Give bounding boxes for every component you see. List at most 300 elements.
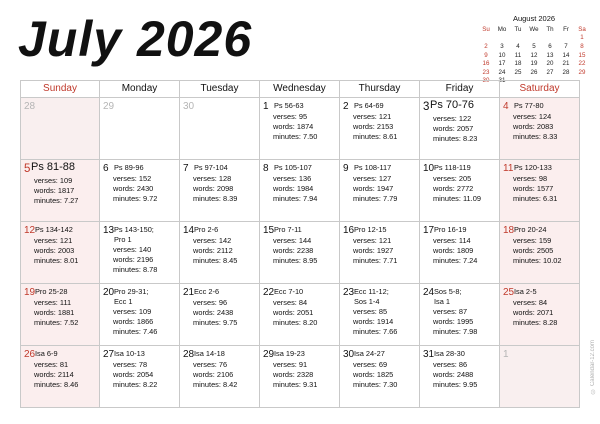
mini-day bbox=[494, 34, 510, 43]
stat-verses-value: 98 bbox=[538, 174, 548, 183]
day-cell[interactable] bbox=[340, 284, 420, 345]
day-number: 17 bbox=[423, 225, 435, 236]
stat-words-label: words: bbox=[113, 370, 135, 379]
stat-verses bbox=[34, 360, 78, 370]
stat-words-value: 2114 bbox=[57, 370, 74, 379]
day-cell[interactable] bbox=[100, 98, 180, 159]
stat-words-value: 2153 bbox=[376, 122, 394, 131]
weekday-header-thursday: Thursday bbox=[340, 81, 420, 97]
stat-minutes-label: minutes: bbox=[513, 194, 541, 203]
stat-verses bbox=[353, 307, 397, 317]
stat-minutes-label: minutes: bbox=[193, 194, 221, 203]
reading-label: Pro 25-28 bbox=[35, 287, 68, 296]
stat-words-value: 2112 bbox=[216, 246, 233, 255]
stat-verses-label: verses: bbox=[193, 298, 217, 307]
stat-words bbox=[513, 122, 557, 132]
stat-words-value: 2071 bbox=[536, 308, 554, 317]
day-number: 29 bbox=[103, 101, 115, 112]
stat-verses bbox=[34, 176, 78, 186]
day-cell[interactable] bbox=[420, 346, 500, 407]
reading-label: Ps 105-107 bbox=[274, 163, 312, 172]
stat-minutes bbox=[113, 265, 157, 275]
mini-day bbox=[526, 34, 542, 43]
stat-verses-label: verses: bbox=[433, 114, 457, 123]
stat-verses bbox=[193, 174, 237, 184]
stat-minutes-value: 9.72 bbox=[143, 194, 158, 203]
stat-verses-value: 114 bbox=[458, 236, 471, 245]
stat-verses-value: 78 bbox=[138, 360, 148, 369]
mini-day: 22 bbox=[578, 60, 586, 68]
stat-minutes-label: minutes: bbox=[513, 132, 541, 141]
stat-verses-value: 87 bbox=[458, 307, 468, 316]
stat-words-label: words: bbox=[193, 246, 215, 255]
day-cell[interactable] bbox=[180, 284, 260, 345]
week-row bbox=[20, 97, 580, 159]
mini-day: 14 bbox=[562, 51, 570, 59]
stat-verses bbox=[273, 236, 317, 246]
day-number: 14 bbox=[183, 225, 195, 236]
reading-label: Ecc 11-12; bbox=[354, 287, 389, 296]
day-number: 16 bbox=[343, 225, 355, 236]
day-cell[interactable] bbox=[500, 346, 580, 407]
stat-minutes-label: minutes: bbox=[273, 256, 301, 265]
mini-day: 19 bbox=[530, 60, 538, 68]
stat-minutes bbox=[34, 256, 78, 266]
day-number: 25 bbox=[503, 287, 515, 298]
stat-minutes bbox=[353, 132, 397, 142]
mini-weekday-header: Su bbox=[482, 25, 490, 33]
stat-minutes-value: 8.42 bbox=[223, 380, 238, 389]
day-cell[interactable] bbox=[180, 160, 260, 221]
stat-minutes bbox=[433, 256, 477, 266]
stat-verses bbox=[193, 298, 237, 308]
mini-day: 17 bbox=[498, 60, 506, 68]
reading-label: Ps 118-119 bbox=[434, 163, 471, 172]
reading-label: Ps 143-150; bbox=[114, 225, 154, 234]
stat-words bbox=[353, 184, 397, 194]
stat-minutes-value: 7.46 bbox=[143, 327, 158, 336]
day-cell[interactable] bbox=[100, 284, 180, 345]
stat-words-label: words: bbox=[273, 370, 295, 379]
stat-verses-label: verses: bbox=[113, 307, 137, 316]
stat-words-label: words: bbox=[353, 370, 375, 379]
mini-day: 28 bbox=[562, 68, 570, 76]
stat-minutes-label: minutes: bbox=[193, 380, 221, 389]
stat-verses-label: verses: bbox=[433, 174, 457, 183]
stat-minutes-value: 11.09 bbox=[463, 194, 481, 203]
day-cell[interactable] bbox=[100, 222, 180, 283]
reading-label: Isa 28-30 bbox=[434, 349, 465, 358]
stat-verses-label: verses: bbox=[353, 174, 377, 183]
day-number: 12 bbox=[24, 225, 36, 236]
stat-minutes bbox=[273, 256, 317, 266]
stat-minutes-value: 8.28 bbox=[543, 318, 558, 327]
mini-day: 11 bbox=[514, 51, 522, 59]
day-number: 1 bbox=[263, 101, 269, 112]
page-title: July 2026 bbox=[18, 11, 253, 67]
stat-minutes bbox=[34, 196, 78, 206]
stat-minutes bbox=[34, 318, 78, 328]
day-cell[interactable] bbox=[500, 284, 580, 345]
weekday-header-saturday: Saturday bbox=[500, 81, 580, 97]
stat-words-label: words: bbox=[513, 308, 535, 317]
stat-words-value: 1881 bbox=[57, 308, 75, 317]
mini-day: 12 bbox=[530, 51, 538, 59]
reading-label: Ps 56-63 bbox=[274, 101, 304, 110]
day-cell[interactable] bbox=[100, 346, 180, 407]
mini-weekday-header: Th bbox=[546, 25, 554, 33]
stat-words bbox=[433, 124, 477, 134]
stat-words-value: 2051 bbox=[296, 308, 314, 317]
stat-words bbox=[193, 308, 237, 318]
stat-minutes-label: minutes: bbox=[34, 380, 62, 389]
week-row bbox=[20, 345, 580, 408]
stat-words-label: words: bbox=[34, 186, 56, 195]
day-cell[interactable] bbox=[260, 346, 340, 407]
reading-label: Pro 16-19 bbox=[434, 225, 467, 234]
stat-minutes-value: 6.31 bbox=[543, 194, 558, 203]
stat-minutes-value: 7.71 bbox=[383, 256, 398, 265]
stat-minutes-value: 8.20 bbox=[303, 318, 318, 327]
mini-day: 20 bbox=[546, 60, 554, 68]
stat-words-value: 2106 bbox=[216, 370, 234, 379]
stat-verses-label: verses: bbox=[433, 236, 457, 245]
day-cell[interactable] bbox=[260, 160, 340, 221]
stat-verses-value: 109 bbox=[138, 307, 152, 316]
mini-weekday-header: Fr bbox=[563, 25, 569, 33]
reading-label: Isa 6-9 bbox=[35, 349, 58, 358]
reading-label: Ps 77-80 bbox=[514, 101, 544, 110]
stat-verses-label: verses: bbox=[513, 174, 537, 183]
day-number: 9 bbox=[343, 163, 349, 174]
stat-words-label: words: bbox=[273, 246, 295, 255]
stat-words-label: words: bbox=[113, 317, 135, 326]
stat-minutes-value: 8.46 bbox=[64, 380, 79, 389]
stat-minutes-label: minutes: bbox=[273, 380, 301, 389]
stat-verses-value: 127 bbox=[378, 174, 392, 183]
day-number: 29 bbox=[263, 349, 275, 360]
stat-verses-value: 121 bbox=[378, 112, 392, 121]
day-cell[interactable] bbox=[340, 346, 420, 407]
day-number: 22 bbox=[263, 287, 275, 298]
stat-verses bbox=[273, 112, 317, 122]
stat-words bbox=[353, 370, 397, 380]
stat-minutes bbox=[513, 132, 557, 142]
reading-label-continued: Isa 1 bbox=[434, 297, 451, 306]
stat-minutes-label: minutes: bbox=[513, 256, 541, 265]
stat-words-label: words: bbox=[34, 308, 56, 317]
day-cell[interactable] bbox=[420, 160, 500, 221]
mini-day: 23 bbox=[482, 68, 490, 76]
stat-words bbox=[353, 122, 397, 132]
stat-verses bbox=[353, 360, 397, 370]
stat-verses-value: 96 bbox=[218, 298, 228, 307]
day-number: 27 bbox=[103, 349, 115, 360]
day-cell[interactable] bbox=[20, 98, 100, 159]
day-cell[interactable] bbox=[500, 222, 580, 283]
stat-minutes-value: 8.22 bbox=[143, 380, 158, 389]
stat-words bbox=[273, 122, 317, 132]
day-number: 1 bbox=[503, 349, 509, 360]
stat-minutes bbox=[193, 318, 237, 328]
stat-words-label: words: bbox=[513, 122, 535, 131]
day-number: 3 bbox=[423, 101, 430, 113]
day-number: 30 bbox=[343, 349, 355, 360]
stat-words-value: 2438 bbox=[216, 308, 234, 317]
stat-minutes-value: 8.01 bbox=[64, 256, 79, 265]
stat-minutes-value: 7.52 bbox=[64, 318, 79, 327]
day-cell[interactable] bbox=[500, 160, 580, 221]
stat-minutes-label: minutes: bbox=[433, 134, 461, 143]
reading-label: Ps 70-76 bbox=[430, 99, 475, 111]
mini-calendar-table bbox=[478, 25, 590, 85]
day-cell[interactable] bbox=[420, 284, 500, 345]
weekday-header-wednesday: Wednesday bbox=[260, 81, 340, 97]
stat-verses-label: verses: bbox=[113, 174, 137, 183]
day-cell[interactable] bbox=[20, 346, 100, 407]
stat-words-value: 2057 bbox=[456, 124, 474, 133]
stat-verses bbox=[113, 245, 157, 255]
stat-verses-value: 152 bbox=[138, 174, 152, 183]
stat-minutes-value: 7.94 bbox=[303, 194, 318, 203]
weekday-header-monday: Monday bbox=[100, 81, 180, 97]
stat-minutes-label: minutes: bbox=[34, 196, 62, 205]
stat-minutes bbox=[273, 194, 317, 204]
day-number: 5 bbox=[24, 163, 31, 175]
stat-verses bbox=[513, 174, 557, 184]
stat-verses-value: 84 bbox=[538, 298, 548, 307]
stat-verses bbox=[273, 298, 317, 308]
stat-words bbox=[273, 370, 317, 380]
stat-verses-value: 109 bbox=[59, 176, 73, 185]
stat-verses-value: 85 bbox=[378, 307, 388, 316]
day-cell[interactable] bbox=[500, 98, 580, 159]
stat-minutes-label: minutes: bbox=[113, 194, 141, 203]
day-number: 31 bbox=[423, 349, 435, 360]
day-number: 30 bbox=[183, 101, 195, 112]
stat-words-label: words: bbox=[433, 370, 455, 379]
day-number: 4 bbox=[503, 101, 509, 112]
stat-words bbox=[113, 184, 157, 194]
stat-minutes bbox=[353, 194, 397, 204]
stat-words bbox=[113, 255, 157, 265]
day-cell[interactable] bbox=[180, 346, 260, 407]
stat-verses bbox=[353, 174, 397, 184]
stat-minutes-value: 8.95 bbox=[303, 256, 318, 265]
stat-words-label: words: bbox=[513, 184, 535, 193]
stat-verses-value: 91 bbox=[298, 360, 308, 369]
day-cell[interactable] bbox=[180, 222, 260, 283]
stat-minutes bbox=[193, 380, 237, 390]
stat-minutes-value: 8.33 bbox=[543, 132, 558, 141]
stat-verses-label: verses: bbox=[34, 360, 58, 369]
stat-words-value: 2488 bbox=[456, 370, 474, 379]
stat-verses-label: verses: bbox=[513, 112, 537, 121]
stat-words-label: words: bbox=[513, 246, 535, 255]
stat-words-value: 2196 bbox=[136, 255, 154, 264]
stat-minutes bbox=[113, 327, 157, 337]
mini-day: 26 bbox=[530, 68, 538, 76]
stat-verses-label: verses: bbox=[273, 298, 297, 307]
stat-verses bbox=[113, 307, 157, 317]
stat-words-value: 1984 bbox=[296, 184, 314, 193]
stat-words-value: 2328 bbox=[296, 370, 314, 379]
stat-verses bbox=[433, 174, 481, 184]
stat-minutes bbox=[353, 380, 397, 390]
day-cell[interactable] bbox=[340, 160, 420, 221]
stat-minutes-label: minutes: bbox=[273, 318, 301, 327]
stat-minutes-label: minutes: bbox=[34, 256, 62, 265]
stat-words-value: 1825 bbox=[376, 370, 394, 379]
day-cell[interactable] bbox=[20, 160, 100, 221]
day-cell[interactable] bbox=[260, 284, 340, 345]
mini-day bbox=[558, 34, 574, 43]
day-number: 20 bbox=[103, 287, 115, 298]
stat-verses bbox=[513, 236, 562, 246]
stat-minutes bbox=[113, 194, 157, 204]
stat-verses bbox=[34, 298, 78, 308]
stat-words bbox=[113, 370, 157, 380]
mini-day: 5 bbox=[532, 42, 536, 50]
stat-minutes-label: minutes: bbox=[433, 194, 461, 203]
stat-minutes-label: minutes: bbox=[353, 327, 381, 336]
mini-day: 6 bbox=[548, 42, 552, 50]
day-cell[interactable] bbox=[180, 98, 260, 159]
mini-day: 27 bbox=[546, 68, 554, 76]
reading-label-continued: Pro 1 bbox=[114, 235, 132, 244]
stat-verses-label: verses: bbox=[353, 112, 377, 121]
stat-words bbox=[34, 246, 78, 256]
stat-minutes bbox=[273, 380, 317, 390]
stat-words-label: words: bbox=[34, 370, 56, 379]
mini-day: 25 bbox=[514, 68, 522, 76]
stat-words-value: 1817 bbox=[57, 186, 75, 195]
mini-day: 8 bbox=[580, 42, 584, 50]
stat-verses-label: verses: bbox=[34, 176, 58, 185]
stat-words-label: words: bbox=[353, 184, 375, 193]
day-cell[interactable] bbox=[260, 222, 340, 283]
reading-label: Ps 97-104 bbox=[194, 163, 228, 172]
day-cell[interactable] bbox=[20, 222, 100, 283]
reading-label: Ps 89-96 bbox=[114, 163, 144, 172]
stat-minutes-value: 9.75 bbox=[223, 318, 238, 327]
stat-words-value: 1874 bbox=[296, 122, 314, 131]
day-cell[interactable] bbox=[420, 98, 500, 159]
day-cell[interactable] bbox=[20, 284, 100, 345]
stat-words bbox=[193, 370, 237, 380]
mini-day: 4 bbox=[516, 42, 520, 50]
stat-verses-label: verses: bbox=[353, 307, 377, 316]
stat-words-value: 2238 bbox=[296, 246, 314, 255]
stat-verses-label: verses: bbox=[113, 360, 137, 369]
day-cell[interactable] bbox=[260, 98, 340, 159]
stat-words bbox=[34, 186, 78, 196]
stat-verses-label: verses: bbox=[113, 245, 137, 254]
stat-minutes-label: minutes: bbox=[433, 380, 461, 389]
stat-words-label: words: bbox=[273, 184, 295, 193]
stat-words-label: words: bbox=[433, 184, 455, 193]
stat-words-label: words: bbox=[273, 308, 295, 317]
day-number: 18 bbox=[503, 225, 515, 236]
day-number: 7 bbox=[183, 163, 189, 174]
reading-label: Pro 12-15 bbox=[354, 225, 387, 234]
mini-day: 15 bbox=[578, 51, 586, 59]
stat-words-value: 2003 bbox=[57, 246, 75, 255]
day-cell[interactable] bbox=[340, 98, 420, 159]
stat-verses-value: 69 bbox=[378, 360, 388, 369]
stat-minutes-value: 7.66 bbox=[383, 327, 398, 336]
mini-day: 1 bbox=[580, 34, 584, 42]
stat-minutes-label: minutes: bbox=[353, 256, 381, 265]
reading-label-continued: Ecc 1 bbox=[114, 297, 133, 306]
stat-words-label: words: bbox=[353, 317, 375, 326]
mini-day: 3 bbox=[500, 42, 504, 50]
stat-minutes-value: 8.45 bbox=[223, 256, 238, 265]
reading-label: Isa 19-23 bbox=[274, 349, 305, 358]
reading-label: Pro 20-24 bbox=[514, 225, 547, 234]
stat-words bbox=[353, 246, 397, 256]
stat-verses-value: 121 bbox=[378, 236, 392, 245]
stat-words bbox=[34, 370, 78, 380]
day-number: 6 bbox=[103, 163, 109, 174]
stat-minutes-label: minutes: bbox=[433, 327, 461, 336]
stat-minutes-value: 7.24 bbox=[463, 256, 478, 265]
stat-verses-value: 205 bbox=[458, 174, 472, 183]
stat-verses bbox=[273, 174, 317, 184]
day-cell[interactable] bbox=[420, 222, 500, 283]
mini-day: 13 bbox=[546, 51, 554, 59]
mini-day: 10 bbox=[498, 51, 506, 59]
day-number: 24 bbox=[423, 287, 435, 298]
stat-words-label: words: bbox=[273, 122, 295, 131]
stat-minutes bbox=[193, 256, 237, 266]
stat-verses-label: verses: bbox=[273, 236, 297, 245]
stat-verses-label: verses: bbox=[34, 298, 58, 307]
stat-minutes-value: 8.78 bbox=[143, 265, 158, 274]
stat-verses-value: 122 bbox=[458, 114, 472, 123]
stat-verses-label: verses: bbox=[193, 174, 217, 183]
mini-day: 29 bbox=[578, 68, 586, 76]
weekday-header-row bbox=[20, 80, 580, 97]
stat-verses-value: 159 bbox=[538, 236, 552, 245]
stat-words-value: 1809 bbox=[456, 246, 474, 255]
stat-verses bbox=[273, 360, 317, 370]
mini-day: 24 bbox=[498, 68, 506, 76]
stat-minutes-label: minutes: bbox=[193, 256, 221, 265]
mini-day: 31 bbox=[498, 77, 506, 85]
stat-minutes-label: minutes: bbox=[113, 327, 141, 336]
mini-day: 18 bbox=[514, 60, 522, 68]
day-cell[interactable] bbox=[340, 222, 420, 283]
stat-minutes-value: 7.79 bbox=[383, 194, 398, 203]
stat-words bbox=[433, 184, 481, 194]
day-number: 10 bbox=[423, 163, 435, 174]
stat-words-label: words: bbox=[193, 184, 215, 193]
week-row bbox=[20, 283, 580, 345]
stat-verses-label: verses: bbox=[273, 112, 297, 121]
stat-verses-label: verses: bbox=[273, 360, 297, 369]
day-number: 19 bbox=[24, 287, 36, 298]
stat-verses bbox=[193, 360, 237, 370]
week-row bbox=[20, 159, 580, 221]
stat-minutes-value: 8.61 bbox=[383, 132, 398, 141]
mini-weekday-header: We bbox=[529, 25, 539, 33]
stat-words-value: 2054 bbox=[136, 370, 154, 379]
day-number: 8 bbox=[263, 163, 269, 174]
stat-minutes-value: 10.02 bbox=[543, 256, 562, 265]
mini-day bbox=[542, 34, 558, 43]
day-cell[interactable] bbox=[100, 160, 180, 221]
